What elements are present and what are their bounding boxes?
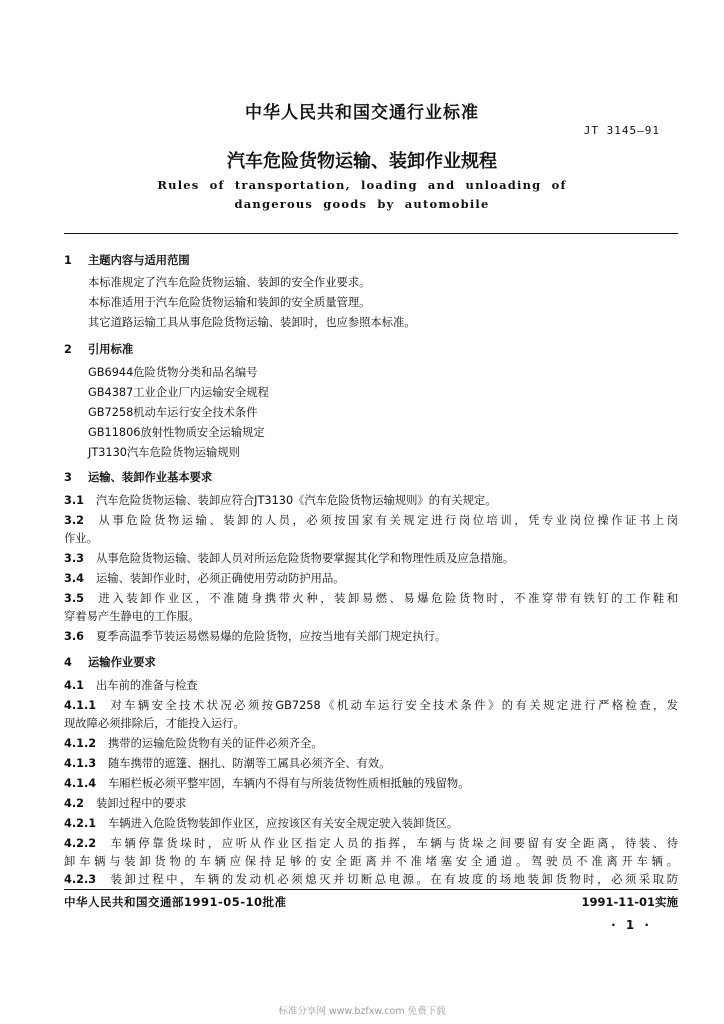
section-number: 4 [64, 656, 72, 669]
clause-number: 4.1.4 [64, 777, 97, 790]
clause-text: 装卸过程中，车辆的发动机必须熄灭并切断总电源。在有坡度的场地装卸货物时，必须采取防 [108, 873, 678, 886]
clause-text: 对车辆安全技术状况必须按GB7258《机动车运行安全技术条件》的有关规定进行严格检查，发 [108, 699, 678, 712]
clause-4-2-3 [64, 873, 678, 887]
subsection-4-1 [64, 679, 198, 693]
section-number: 1 [64, 254, 72, 267]
clause-4-2-2 [64, 837, 678, 851]
clause-continuation: 现故障必须排除后，才能投入运行。 [64, 717, 245, 730]
clause-number: 4.2.3 [64, 873, 97, 886]
document-title-english-line1: Rules of transportation, loading and unloading of [157, 178, 567, 192]
reference-item: GB11806放射性物质安全运输规定 [88, 426, 265, 439]
clause-4-2-1 [64, 817, 458, 831]
document-title-english-line2: dangerous goods by automobile [234, 197, 490, 211]
clause-text: 夏季高温季节装运易燃易爆的危险货物，应按当地有关部门规定执行。 [96, 630, 447, 643]
clause-number: 4.2 [64, 797, 85, 810]
section-4-heading [64, 656, 156, 670]
clause-text: 随车携带的遮篷、捆扎、防潮等工属具必须齐全、有效。 [108, 757, 391, 770]
clause-text: 汽车危险货物运输、装卸应符合JT3130《汽车危险货物运输规则》的有关规定。 [96, 494, 497, 507]
section-1-heading [64, 254, 190, 268]
clause-number: 4.1.3 [64, 757, 97, 770]
clause-text: 进入装卸作业区，不准随身携带火种，装卸易燃、易爆危险货物时，不准穿带有铁钉的工作鞋和 [96, 592, 678, 605]
clause-number: 4.1.1 [64, 699, 97, 712]
section-title: 主题内容与适用范围 [88, 254, 190, 267]
reference-item: GB7258机动车运行安全技术条件 [88, 406, 258, 419]
clause-text: 车辆进入危险货物装卸作业区，应按该区有关安全规定驶入装卸货区。 [108, 817, 459, 830]
section-number: 2 [64, 343, 72, 356]
clause-number: 3.3 [64, 552, 85, 565]
clause-3-2 [64, 514, 678, 528]
subsection-title: 装卸过程中的要求 [96, 797, 187, 810]
standard-code: JT 3145—91 [583, 124, 660, 137]
watermark-text: 标准分享网 www.bzfxw.com 免费下载 [278, 1006, 446, 1017]
paragraph: 其它道路运输工具从事危险货物运输、装卸时，也应参照本标准。 [88, 316, 416, 329]
clause-number: 3.6 [64, 630, 85, 643]
section-title: 运输作业要求 [88, 656, 156, 669]
clause-3-6 [64, 630, 446, 644]
clause-text: 从事危险货物运输、装卸人员对所运危险货物要掌握其化学和物理性质及应急措施。 [96, 552, 514, 565]
clause-3-5 [64, 592, 678, 606]
reference-item: JT3130汽车危险货物运输规则 [88, 446, 240, 459]
clause-4-1-4 [64, 777, 470, 791]
clause-continuation: 卸车辆与装卸货物的车辆应保持足够的安全距离并不准堵塞安全通道。驾驶员不准离开车辆。 [64, 855, 678, 868]
clause-number: 3.2 [64, 514, 85, 527]
clause-text: 运输、装卸作业时，必须正确使用劳动防护用品。 [96, 572, 345, 585]
document-title-chinese: 汽车危险货物运输、装卸作业规程 [227, 151, 497, 172]
approval-date: 中华人民共和国交通部1991-05-10批准 [64, 895, 287, 909]
clause-number: 4.2.2 [64, 837, 97, 850]
implementation-date: 1991-11-01实施 [581, 895, 678, 909]
header-divider [64, 233, 678, 234]
clause-number: 3.1 [64, 494, 85, 507]
clause-4-1-1 [64, 699, 678, 713]
clause-3-1 [64, 494, 497, 508]
section-number: 3 [64, 471, 72, 484]
section-2-heading [64, 343, 133, 357]
clause-text: 车厢栏板必须平整牢固，车辆内不得有与所装货物性质相抵触的残留物。 [108, 777, 470, 790]
section-3-heading [64, 471, 212, 485]
clause-text: 车辆停靠货垛时，应听从作业区指定人员的指挥，车辆与货垛之间要留有安全距离，待装、待 [108, 837, 678, 850]
paragraph: 本标准适用于汽车危险货物运输和装卸的安全质量管理。 [88, 296, 371, 309]
clause-number: 4.2.1 [64, 817, 97, 830]
section-title: 引用标准 [88, 343, 134, 356]
subsection-title: 出车前的准备与检查 [96, 679, 198, 692]
paragraph: 本标准规定了汽车危险货物运输、装卸的安全作业要求。 [88, 276, 371, 289]
clause-number: 3.5 [64, 592, 85, 605]
clause-text: 从事危险货物运输、装卸的人员，必须按国家有关规定进行岗位培训，凭专业岗位操作证书上岗 [96, 514, 678, 527]
page-number: · 1 · [611, 918, 652, 932]
clause-3-3 [64, 552, 514, 566]
reference-item: GB4387工业企业厂内运输安全规程 [88, 386, 269, 399]
footer-divider [64, 889, 678, 890]
issuing-organization: 中华人民共和国交通行业标准 [245, 103, 479, 123]
clause-3-4 [64, 572, 345, 586]
clause-number: 4.1 [64, 679, 85, 692]
clause-4-1-2 [64, 737, 323, 751]
section-title: 运输、装卸作业基本要求 [88, 471, 213, 484]
clause-continuation: 作业。 [64, 532, 98, 545]
clause-number: 4.1.2 [64, 737, 97, 750]
clause-text: 携带的运输危险货物有关的证件必须齐全。 [108, 737, 323, 750]
clause-continuation: 穿着易产生静电的工作服。 [64, 610, 200, 623]
clause-4-1-3 [64, 757, 390, 771]
reference-item: GB6944危险货物分类和品名编号 [88, 366, 258, 379]
clause-number: 3.4 [64, 572, 85, 585]
subsection-4-2 [64, 797, 186, 811]
